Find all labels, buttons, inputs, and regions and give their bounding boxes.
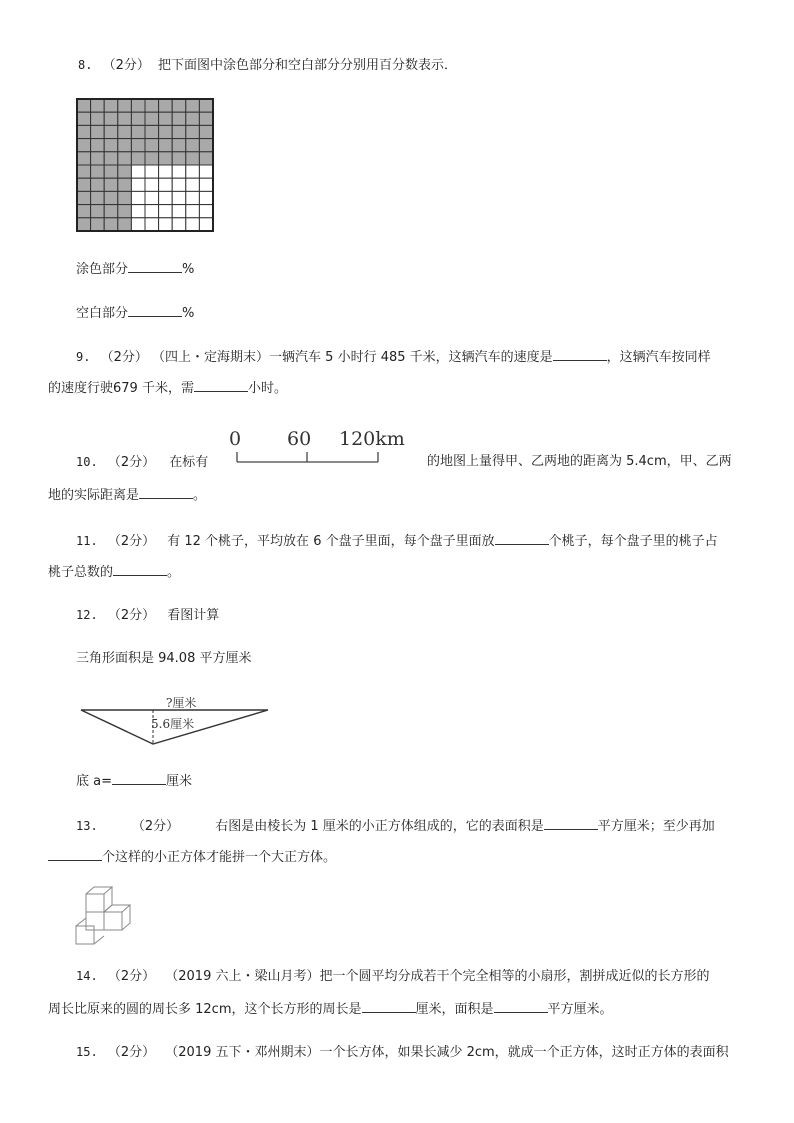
grid-cell-blank [131,205,145,218]
q13-score: （2分） [131,819,180,834]
q15-source: （2019 五下・邓州期末） [165,1045,320,1060]
grid-cell-shaded [118,205,132,218]
answer-blank[interactable] [544,815,598,830]
grid-cell-shaded [118,125,132,138]
grid-cell-shaded [145,112,159,125]
q8-answer-blank-part [76,302,194,324]
grid-cell-shaded [159,112,173,125]
grid-cell-shaded [118,139,132,152]
q10-line2 [48,484,206,506]
q13-line1 [76,815,715,837]
answer-blank[interactable] [139,484,193,499]
q15-line1 [76,1042,729,1063]
grid-cell-shaded [77,125,91,138]
grid-cell-shaded [131,112,145,125]
grid-cell-shaded [186,99,200,112]
grid-cell-blank [145,191,159,204]
answer-blank[interactable] [362,998,416,1013]
grid-cell-shaded [159,99,173,112]
q9-text-d: 小时。 [247,381,287,396]
percent-sign: % [182,306,195,321]
grid-cell-shaded [91,99,105,112]
q11-text-d: 。 [167,565,181,580]
grid-cell-shaded [172,152,186,165]
q9-score: （2分） [100,350,148,365]
grid-cell-blank [172,191,186,204]
q9-text-b: ，这辆汽车按同样 [606,350,711,365]
answer-blank[interactable] [128,258,182,273]
grid-cell-shaded [118,218,132,231]
grid-cell-shaded [77,205,91,218]
q10-score: （2分） [107,455,156,470]
scale-label-0: 0 [229,428,242,450]
grid-cell-shaded [77,139,91,152]
q10-line1-left [76,452,208,473]
grid-cell-shaded [186,125,200,138]
grid-cell-blank [172,165,186,178]
grid-cell-blank [186,205,200,218]
answer-blank[interactable] [128,302,182,317]
grid-cell-shaded [199,125,213,138]
base-label: ?厘米 [166,696,197,710]
grid-cell-shaded [172,125,186,138]
grid-cell-blank [186,191,200,204]
grid-cell-shaded [172,139,186,152]
q11-text-b: 个桃子，每个盘子里的桃子占 [548,534,718,549]
q8-answer-shaded [76,258,194,280]
grid-cell-shaded [77,218,91,231]
grid-cell-shaded [91,152,105,165]
q12-title: 看图计算 [167,608,220,623]
grid-cell-blank [145,218,159,231]
grid-cell-shaded [104,218,118,231]
q9-line2 [48,377,287,399]
q13-line2 [48,846,336,868]
grid-cell-shaded [186,139,200,152]
grid-cell-shaded [91,165,105,178]
q15-score: （2分） [107,1045,156,1060]
q11-line2 [48,561,180,583]
grid-cell-shaded [104,165,118,178]
grid-cell-shaded [77,99,91,112]
q14-score: （2分） [107,969,156,984]
grid-cell-shaded [104,99,118,112]
grid-cell-shaded [145,152,159,165]
grid-cell-shaded [104,191,118,204]
q13-number: 13. [76,819,98,833]
q15-text-a: 一个长方体，如果长减少 2cm，就成一个正方体，这时正方体的表面积 [319,1045,729,1060]
grid-cell-shaded [118,152,132,165]
grid-cell-shaded [186,152,200,165]
q8-text: 把下面图中涂色部分和空白部分分别用百分数表示． [158,58,458,73]
grid-cell-shaded [91,139,105,152]
grid-cell-shaded [199,99,213,112]
grid-cell-shaded [91,191,105,204]
q11-score: （2分） [107,534,156,549]
q12-number: 12. [76,608,98,622]
cubes-figure [74,886,138,946]
q10-text-d: 。 [193,488,207,503]
percent-sign: % [182,262,195,277]
q8-shaded-label: 涂色部分 [76,262,129,277]
q13-text-b: 平方厘米；至少再加 [597,819,715,834]
q11-text-c: 桃子总数的 [48,565,114,580]
answer-blank[interactable] [495,530,549,545]
grid-cell-blank [172,178,186,191]
answer-blank[interactable] [48,846,102,861]
grid-cell-shaded [91,125,105,138]
q12-score: （2分） [107,608,156,623]
grid-cell-blank [186,178,200,191]
grid-cell-shaded [104,139,118,152]
q12-answer [76,770,192,792]
grid-cell-blank [145,205,159,218]
answer-blank[interactable] [494,998,548,1013]
grid-cell-shaded [77,165,91,178]
q13-text-c: 个这样的小正方体才能拼一个大正方体。 [102,850,337,865]
q10-text-a: 在标有 [169,455,209,470]
grid-cell-shaded [118,178,132,191]
grid-cell-shaded [131,139,145,152]
height-label: 5.6厘米 [151,717,195,731]
grid-cell-shaded [186,112,200,125]
grid-cell-blank [159,165,173,178]
map-scale-bar [226,426,405,466]
q10-text-c: 地的实际距离是 [48,488,140,503]
scale-label-60: 60 [287,428,312,450]
q10-text-b: 的地图上量得甲、乙两地的距离为 5.4cm，甲、乙两 [427,454,732,469]
q14-text-c: 厘米，面积是 [415,1002,494,1017]
grid-cell-blank [159,191,173,204]
q12-answer-unit: 厘米 [166,774,193,789]
grid-cell-blank [199,191,213,204]
grid-cell-shaded [91,178,105,191]
grid-cell-shaded [118,112,132,125]
q14-number: 14. [76,969,98,983]
q14-line1 [76,966,709,987]
grid-cell-blank [199,218,213,231]
grid-cell-blank [186,218,200,231]
percent-grid [77,99,213,231]
q9-source: （四上・定海期末） [152,350,270,365]
grid-cell-shaded [145,99,159,112]
grid-cell-shaded [118,99,132,112]
triangle-figure [78,692,273,748]
grid-cell-shaded [159,139,173,152]
grid-cell-blank [186,165,200,178]
q14-text-a: 把一个圆平均分成若干个完全相等的小扇形，割拼成近似的长方形的 [319,969,710,984]
q11-line1 [76,530,718,552]
grid-cell-blank [131,218,145,231]
q8-line [78,55,457,76]
q10-line1-right [427,452,732,472]
q13-text-a: 右图是由棱长为 1 厘米的小正方体组成的，它的表面积是 [215,819,544,834]
grid-cell-shaded [77,178,91,191]
grid-cell-shaded [145,139,159,152]
grid-cell-blank [172,218,186,231]
q9-number: 9. [76,350,91,364]
answer-blank[interactable] [112,770,166,785]
q9-text-c: 的速度行驶679 千米，需 [48,381,194,396]
grid-cell-blank [145,165,159,178]
grid-cell-shaded [159,152,173,165]
grid-cell-shaded [118,191,132,204]
grid-cell-shaded [104,152,118,165]
grid-cell-shaded [77,112,91,125]
grid-cell-shaded [104,205,118,218]
q8-blank-label: 空白部分 [76,306,129,321]
q15-number: 15. [76,1045,98,1059]
grid-cell-shaded [131,99,145,112]
q14-line2 [48,998,613,1020]
grid-cell-blank [199,178,213,191]
grid-cell-shaded [159,125,173,138]
grid-cell-blank [199,165,213,178]
q10-number: 10. [76,455,98,469]
answer-blank[interactable] [553,346,607,361]
q9-line1 [76,346,711,368]
q12-answer-label: 底 a= [76,774,112,789]
q9-text-a: 一辆汽车 5 小时行 485 千米，这辆汽车的速度是 [269,350,553,365]
grid-cell-shaded [77,191,91,204]
grid-cell-blank [145,178,159,191]
grid-cell-shaded [118,165,132,178]
grid-cell-blank [159,218,173,231]
scale-label-120km: 120km [339,428,405,450]
q12-line1 [76,605,219,626]
grid-cell-shaded [199,112,213,125]
grid-cell-blank [131,178,145,191]
q11-text-a: 有 12 个桃子，平均放在 6 个盘子里面，每个盘子里面放 [167,534,495,549]
answer-blank[interactable] [194,377,248,392]
grid-cell-shaded [91,112,105,125]
q14-text-d: 平方厘米。 [547,1002,613,1017]
grid-cell-blank [172,205,186,218]
grid-cell-shaded [77,152,91,165]
grid-cell-shaded [104,178,118,191]
grid-cell-shaded [104,125,118,138]
grid-cell-shaded [199,152,213,165]
grid-cell-shaded [131,152,145,165]
grid-cell-shaded [172,112,186,125]
grid-cell-shaded [131,125,145,138]
q14-source: （2019 六上・梁山月考） [165,969,320,984]
q11-number: 11. [76,534,98,548]
q14-text-b: 周长比原来的圆的周长多 12cm，这个长方形的周长是 [48,1002,362,1017]
grid-cell-blank [199,205,213,218]
grid-cell-shaded [91,218,105,231]
q8-number: 8. [78,58,93,72]
grid-cell-blank [131,165,145,178]
grid-cell-shaded [145,125,159,138]
answer-blank[interactable] [113,561,167,576]
grid-cell-shaded [104,112,118,125]
grid-cell-shaded [199,139,213,152]
grid-cell-blank [159,205,173,218]
grid-cell-shaded [91,205,105,218]
grid-cell-blank [131,191,145,204]
grid-cell-blank [159,178,173,191]
q8-score: （2分） [102,58,150,73]
q12-statement: 三角形面积是 94.08 平方厘米 [76,651,252,666]
grid-cell-shaded [172,99,186,112]
